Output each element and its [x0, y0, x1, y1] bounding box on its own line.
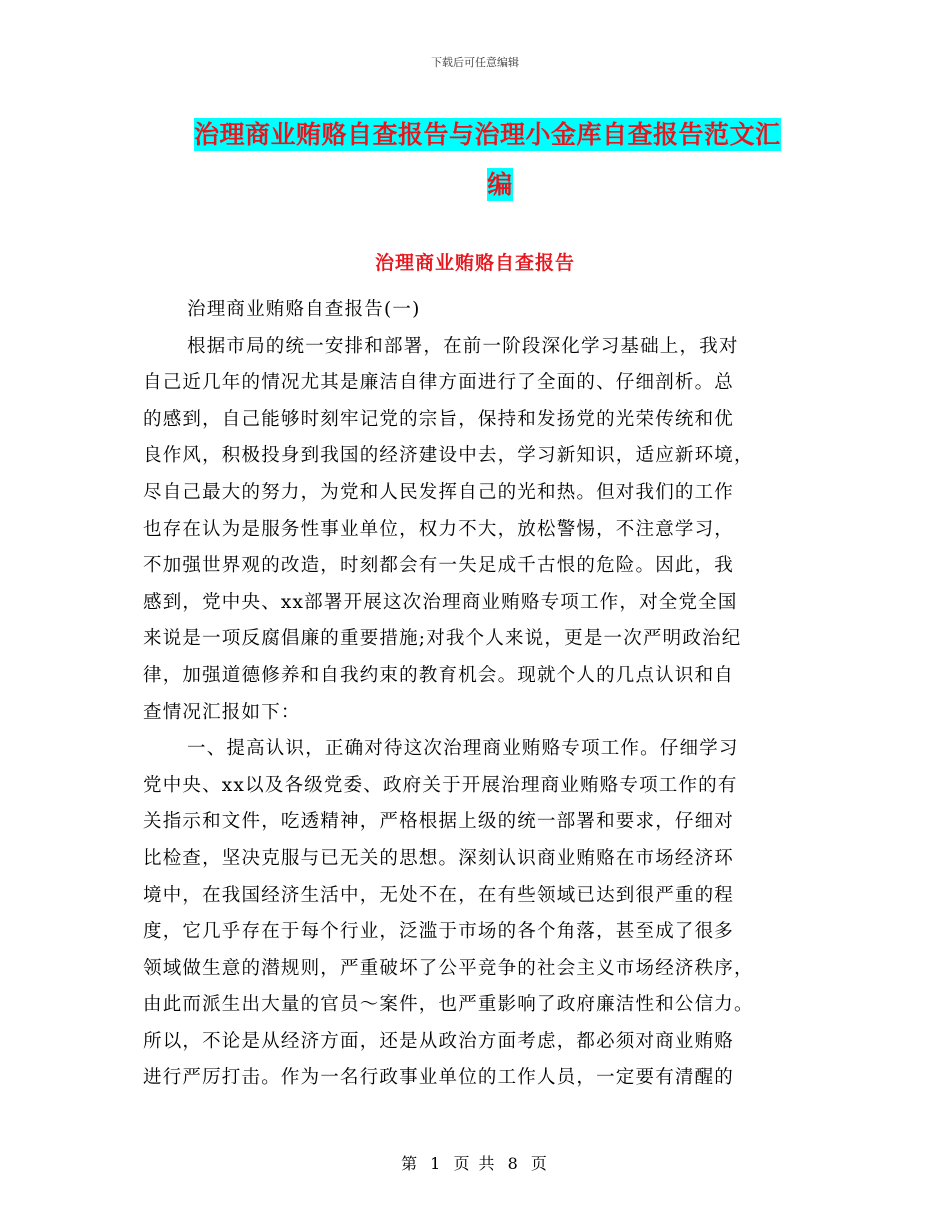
- paragraph-line: 律，加强道德修养和自我约束的教育机会。现就个人的几点认识和自: [143, 664, 735, 686]
- page-number: 1: [430, 1154, 443, 1173]
- paragraph-line: 不加强世界观的改造，时刻都会有一失足成千古恨的危险。因此，我: [143, 555, 735, 577]
- document-title: [190, 110, 810, 210]
- paragraph-line: 感到，党中央、xx部署开展这次治理商业贿赂专项工作，对全党全国: [143, 591, 738, 613]
- subtitle-line: 治理商业贿赂自查报告(一): [187, 299, 421, 320]
- paragraph-line: 根据市局的统一安排和部署，在前一阶段深化学习基础上，我对: [187, 335, 739, 357]
- paragraph-line: 境中，在我国经济生活中，无处不在，在有些领域已达到很严重的程: [143, 884, 735, 906]
- paragraph-line: 尽自己最大的努力，为党和人民发挥自己的光和热。但对我们的工作: [143, 481, 735, 503]
- title-highlight-1: 治理商业贿赂自查报告与治理小金库自查报告范文汇: [194, 120, 781, 149]
- section-title: 治理商业贿赂自查报告: [374, 252, 575, 274]
- footer-prefix: 第: [401, 1154, 420, 1173]
- footer-mid: 页 共: [453, 1154, 497, 1173]
- paragraph-line: 的感到，自己能够时刻牢记党的宗旨，保持和发扬党的光荣传统和优: [143, 408, 735, 430]
- paragraph-line: 党中央、xx以及各级党委、政府关于开展治理商业贿赂专项工作的有: [143, 774, 738, 796]
- page-footer: [0, 1151, 950, 1174]
- paragraph-line: 查情况汇报如下：: [143, 701, 301, 723]
- paragraph-line: 自己近几年的情况尤其是廉洁自律方面进行了全面的、仔细剖析。总: [143, 372, 735, 394]
- paragraph-line: 所以，不论是从经济方面，还是从政治方面考虑，都必须对商业贿赂: [143, 1030, 735, 1052]
- footer-suffix: 页: [530, 1154, 549, 1173]
- header-note: 下载后可任意编辑: [431, 56, 519, 69]
- document-title-line-1: [194, 110, 810, 160]
- paragraph-line: 也存在认为是服务性事业单位，权力不大，放松警惕，不注意学习，: [143, 518, 735, 540]
- body-text: [143, 292, 808, 1097]
- paragraph-line: 进行严厉打击。作为一名行政事业单位的工作人员，一定要有清醒的: [143, 1067, 735, 1089]
- paragraph-line: 领域做生意的潜规则，严重破坏了公平竞争的社会主义市场经济秩序，: [143, 957, 754, 979]
- paragraph-line: 由此而派生出大量的官员～案件，也严重影响了政府廉洁性和公信力。: [143, 994, 754, 1016]
- document-title-line-2: [190, 160, 810, 210]
- paragraph-line: 良作风，积极投身到我国的经济建设中去，学习新知识，适应新环境，: [143, 445, 754, 467]
- total-pages: 8: [507, 1154, 520, 1173]
- paragraph-line: 来说是一项反腐倡廉的重要措施;对我个人来说，更是一次严明政治纪: [143, 628, 742, 650]
- paragraph-line: 一、提高认识，正确对待这次治理商业贿赂专项工作。仔细学习: [187, 738, 739, 760]
- paragraph-line: 度，它几乎存在于每个行业，泛滥于市场的各个角落，甚至成了很多: [143, 921, 735, 943]
- paragraph-line: 关指示和文件，吃透精神，严格根据上级的统一部署和要求，仔细对: [143, 811, 735, 833]
- paragraph-line: 比检查，坚决克服与已无关的思想。深刻认识商业贿赂在市场经济环: [143, 847, 735, 869]
- title-highlight-2: 编: [487, 170, 513, 199]
